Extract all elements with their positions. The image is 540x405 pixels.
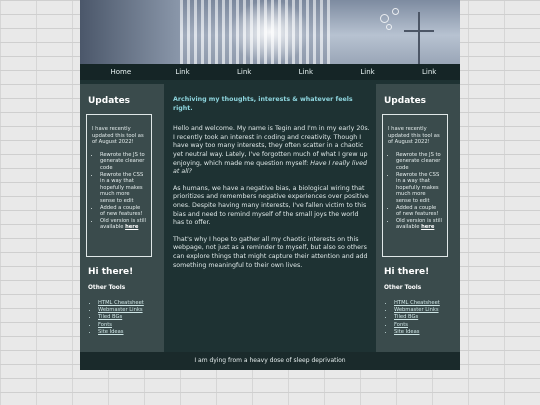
banner-iv-hook <box>404 30 434 32</box>
other-tools-list <box>384 300 440 336</box>
intro-text: Hello and welcome. My name is Tegin and I'm in my early 20s. I recently took an interest in coding and creativity. Though I have way too many interests, they often scatter in a chaotic yet neutral way. Lately, I've forgotten much of what I grew up enjoying, which made me question myself: <box>173 125 370 167</box>
old-version-link[interactable]: here <box>421 224 435 231</box>
updates-box <box>382 114 448 257</box>
header-banner-image <box>80 0 460 64</box>
tool-item <box>98 314 144 321</box>
tool-item <box>394 300 440 307</box>
site-container <box>80 0 460 370</box>
tool-item <box>394 314 440 321</box>
left-sidebar <box>80 84 164 352</box>
updates-item-old-version <box>396 218 442 231</box>
tool-link-fonts[interactable]: Fonts <box>98 321 112 328</box>
updates-heading: Updates <box>88 96 131 106</box>
updates-intro: I have recently updated this tool as of August 2022! <box>92 126 144 146</box>
updates-item: • Added a couple of new features! <box>100 205 146 218</box>
updates-heading: Updates <box>384 96 427 106</box>
hi-there-heading: Hi there! <box>384 267 430 277</box>
main-content <box>170 96 370 278</box>
old-version-link[interactable]: here <box>125 224 139 231</box>
nav-link-1[interactable]: Link <box>175 68 190 76</box>
updates-item: • Rewrote the JS to generate cleaner code <box>100 152 146 172</box>
updates-item: • Added a couple of new features! <box>396 205 442 218</box>
purpose-paragraph: That's why I hope to gather all my chaotic interests on this webpage, not just as a reminder to myself, but also so others can explore things that might capture their attention and add something meaningful to their own lives. <box>173 235 368 269</box>
other-tools-list <box>88 300 144 336</box>
old-version-text: Old version is still available <box>396 217 442 231</box>
old-version-text: Old version is still available <box>100 217 146 231</box>
banner-bubble <box>380 14 389 23</box>
tool-link-site-ideas[interactable]: Site Ideas <box>98 328 124 335</box>
updates-item: • Rewrote the JS to generate cleaner code <box>396 152 442 172</box>
other-tools-heading: Other Tools <box>384 285 422 291</box>
tool-link-fonts[interactable]: Fonts <box>394 321 408 328</box>
updates-item: • Rewrote the CSS in a way that hopefully makes much more sense to edit <box>100 172 146 205</box>
intro-question: Have I really lived at all? <box>173 159 367 176</box>
negative-bias-paragraph: As humans, we have a negative bias, a biological wiring that prioritizes and remembers negative experiences over positive ones. Despite having many interests, I've fallen victim to this bias and need to remind myself of the small joys the world has to offer. <box>173 184 369 227</box>
nav-home-link[interactable]: Home <box>110 68 132 76</box>
tool-item <box>394 329 440 336</box>
banner-shadow <box>80 0 180 64</box>
tool-item <box>98 307 144 314</box>
other-tools-heading: Other Tools <box>88 285 126 291</box>
tool-link-html-cheatsheet[interactable]: HTML Cheatsheet <box>394 300 440 306</box>
hi-there-heading: Hi there! <box>88 267 134 277</box>
nav-link-5[interactable]: Link <box>422 68 437 76</box>
footer: I am dying from a heavy dose of sleep deprivation <box>80 352 460 370</box>
tool-item <box>98 300 144 307</box>
right-sidebar <box>376 84 460 352</box>
tool-item <box>394 322 440 329</box>
updates-item: • Rewrote the CSS in a way that hopefully makes much more sense to edit <box>396 172 442 205</box>
top-nav <box>80 64 460 80</box>
tool-link-site-ideas[interactable]: Site Ideas <box>394 328 420 335</box>
tool-link-html-cheatsheet[interactable]: HTML Cheatsheet <box>98 300 144 306</box>
tool-link-webmaster-links[interactable]: Webmaster Links <box>98 307 143 314</box>
updates-intro: I have recently updated this tool as of August 2022! <box>388 126 440 146</box>
tool-item <box>98 329 144 336</box>
updates-list <box>92 152 146 231</box>
banner-bubble <box>392 8 399 15</box>
tool-item <box>98 322 144 329</box>
tool-link-tiled-bgs[interactable]: Tiled BGs <box>98 314 123 321</box>
banner-iv-pole <box>418 12 420 64</box>
banner-bubble <box>386 24 392 30</box>
updates-list <box>388 152 442 231</box>
banner-window-light <box>230 0 310 64</box>
intro-paragraph <box>173 125 370 177</box>
tagline: Archiving my thoughts, interests & whatever feels right. <box>173 96 353 112</box>
nav-link-3[interactable]: Link <box>298 68 314 76</box>
updates-item-old-version <box>100 218 146 231</box>
nav-link-2[interactable]: Link <box>237 68 252 76</box>
tool-item <box>394 307 440 314</box>
nav-link-4[interactable]: Link <box>360 68 375 76</box>
tool-link-webmaster-links[interactable]: Webmaster Links <box>394 307 439 314</box>
updates-box <box>86 114 152 257</box>
tool-link-tiled-bgs[interactable]: Tiled BGs <box>394 314 419 321</box>
